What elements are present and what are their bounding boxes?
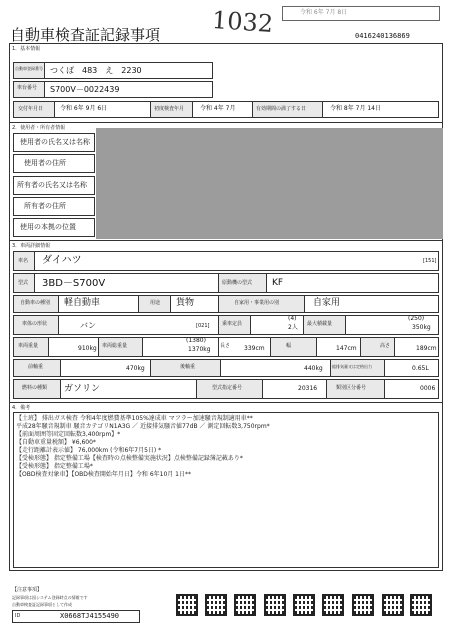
owner-label-0: 使用者の氏名又は名称 <box>20 138 90 146</box>
load-value: (250) <box>408 315 425 322</box>
gross-value: (1380) <box>186 337 206 344</box>
purpose-value: 自家用 <box>313 298 341 308</box>
class-no-value: 0006 <box>420 385 436 392</box>
capacity-label: 乗車定員 <box>222 321 243 327</box>
qr-code-icon <box>410 594 432 616</box>
remark-line: 平成28年騒音規制車 騒音カテゴリN1A3G ／ 近接排気騒音値77dB ／ 測定回転数3,750rpm* <box>16 423 270 430</box>
class-no-label: 類別区分番号 <box>336 385 367 391</box>
handwritten-number: 1032 <box>211 5 274 39</box>
maker-code: [151] <box>423 258 437 264</box>
notes-line-2: 自動車検査証記録事項として作成 <box>12 602 72 607</box>
model-value: 3BD－S700V <box>42 278 106 289</box>
capacity-value: (4) <box>288 315 297 322</box>
purpose-label: 自家用・事業用の別 <box>234 300 280 306</box>
gross-label: 車両総重量 <box>102 343 128 349</box>
document-id: 0416240136869 <box>355 32 410 40</box>
first-reg-label: 初度検査年月 <box>154 106 185 112</box>
qr-code-icon <box>176 594 198 616</box>
chassis-label: 車台番号 <box>17 85 38 91</box>
usage-value: 貨物 <box>176 298 195 308</box>
maker-label: 車名 <box>18 258 29 264</box>
document-title: 自動車検査証記録事項 <box>10 26 161 44</box>
gross-value-2: 1370kg <box>188 346 211 353</box>
front-axle-label: 前軸重 <box>28 364 44 370</box>
owner-label-1: 使用者の住所 <box>24 159 66 167</box>
type-no-label: 型式指定番号 <box>212 385 243 391</box>
front-axle-value: 470kg <box>126 365 145 372</box>
length-value: 339cm <box>244 345 265 352</box>
displacement-value: 0.65L <box>412 365 429 372</box>
qr-code-icon <box>352 594 374 616</box>
qr-code-icon <box>264 594 286 616</box>
id-label: ID <box>15 613 21 619</box>
section-user-label: 2．使用者・所有者情報 <box>12 125 66 131</box>
width-label: 幅 <box>286 343 292 349</box>
load-value-2: 350kg <box>412 324 431 331</box>
remark-line: 【受検形態】 指定整備工場【検査時の点検整備実施状況】点検整備記録簿記載あり* <box>16 455 243 462</box>
first-reg-value: 令和 4年 7月 <box>200 105 236 112</box>
owner-label-3: 所有者の住所 <box>24 202 66 210</box>
type-no-value: 20316 <box>298 385 318 392</box>
id-value: X0668TJ4155490 <box>60 612 120 620</box>
chassis-value: S700V－0022439 <box>50 85 120 94</box>
body-value: バン <box>80 321 96 330</box>
maker-value: ダイハツ <box>42 255 82 266</box>
usage-label: 用途 <box>150 300 161 306</box>
section-vehicle-label: 3．車両詳細情報 <box>12 243 51 249</box>
remark-line: 【自動車重量税額】 ¥6,600* <box>16 439 96 446</box>
expiry-value: 令和 8年 7月 14日 <box>330 105 381 112</box>
notes-line-1: 記録事項は国システム登録時点の情報です <box>12 595 88 600</box>
qr-code-icon <box>234 594 256 616</box>
engine-value: KF <box>272 278 284 288</box>
length-label: 長さ <box>220 343 231 349</box>
notes-label: 【注意事項】 <box>12 587 43 593</box>
height-value: 189cm <box>416 345 437 352</box>
rear-axle-value: 440kg <box>304 365 323 372</box>
width-value: 147cm <box>336 345 357 352</box>
fuel-label: 燃料の種類 <box>22 385 48 391</box>
issue-label: 交付年月日 <box>18 106 44 112</box>
load-label: 最大積載量 <box>307 321 333 327</box>
section-remarks-label: 4．備考 <box>12 405 31 411</box>
section-basic-label: 1．基本情報 <box>12 46 41 52</box>
weight-label: 車両重量 <box>18 343 39 349</box>
qr-code-icon <box>382 594 404 616</box>
qr-code-icon <box>293 594 315 616</box>
remark-line: 【走行距離計表示値】 76,000km (令和6年7月5日) * <box>16 447 162 454</box>
qr-code-icon <box>322 594 344 616</box>
fuel-value: ガソリン <box>64 384 101 394</box>
remark-line: 【土班】 排出ガス検査 令和4年度燃費基準105%達成車 マフラー加速騒音規制適用車** <box>16 415 253 422</box>
weight-value: 910kg <box>78 345 97 352</box>
rear-axle-label: 後軸重 <box>180 364 196 370</box>
reg-value: つくば 483 え 2230 <box>50 66 142 75</box>
owner-label-4: 使用の本拠の位置 <box>20 223 76 231</box>
body-label: 車体の形状 <box>22 321 48 327</box>
remark-line: 【OBD検査対象車】【OBD検査開始年月日】令和 6年10月 1日** <box>16 471 192 478</box>
remark-line: 【受検形態】 指定整備工場* <box>16 463 93 470</box>
kind-label: 自動車の種別 <box>20 300 51 306</box>
owner-label-2: 所有者の氏名又は名称 <box>17 181 87 189</box>
remark-line: 【前面周囲等固定回転数3,400rpm】* <box>16 431 121 438</box>
kind-value: 軽自動車 <box>64 298 101 308</box>
qr-code-icon <box>205 594 227 616</box>
capacity-value-2: 2人 <box>288 324 298 331</box>
engine-label: 原動機の型式 <box>222 280 253 286</box>
height-label: 高さ <box>380 343 391 349</box>
reg-label: 自動車登録番号 <box>15 66 43 71</box>
date-stamp: 令和 6年 7月 8日 <box>300 9 348 16</box>
expiry-label: 有効期間の満了する日 <box>256 106 307 112</box>
issue-value: 令和 6年 9月 6日 <box>60 105 108 112</box>
model-label: 型式 <box>18 280 29 286</box>
redaction-block <box>96 128 443 239</box>
body-code: [021] <box>196 323 210 329</box>
displacement-label: 総排気量又は定格出力 <box>332 364 372 369</box>
